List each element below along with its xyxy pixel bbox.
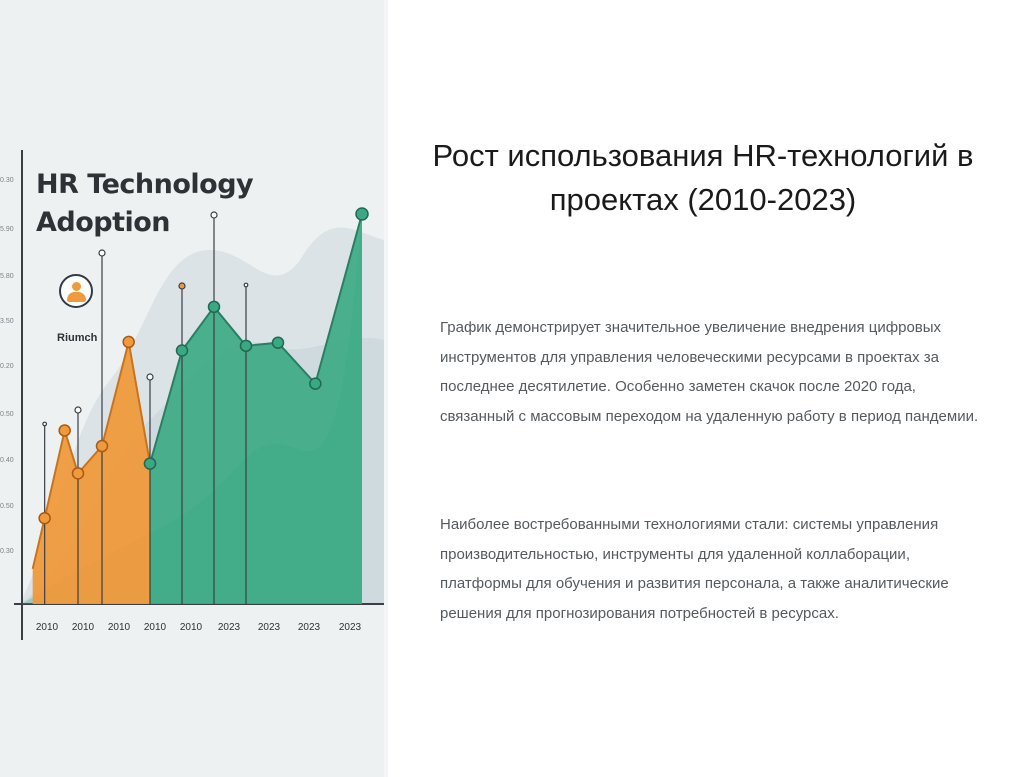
- slide-heading: Рост использования HR-технологий в проектах (2010-2023): [432, 137, 974, 217]
- data-point: [273, 337, 284, 348]
- y-tick-label: 0.50: [0, 411, 14, 418]
- drop-line-cap: [75, 407, 81, 413]
- data-point: [310, 378, 321, 389]
- y-tick-label: 5.80: [0, 273, 14, 280]
- x-tick-label: 2010: [143, 622, 167, 633]
- person-icon: [59, 274, 93, 308]
- drop-line-cap: [147, 374, 153, 380]
- x-tick-label: 2023: [297, 622, 321, 633]
- person-icon-head: [72, 282, 81, 291]
- panel-divider: [384, 0, 388, 777]
- x-tick-label: 2023: [338, 622, 362, 633]
- data-point: [97, 441, 108, 452]
- person-icon-body: [67, 292, 86, 302]
- data-point: [209, 301, 220, 312]
- area-chart: [0, 0, 384, 777]
- series-area: [33, 342, 150, 604]
- chart-figure: [0, 0, 384, 777]
- x-tick-label: 2023: [257, 622, 281, 633]
- data-point: [73, 468, 84, 479]
- x-tick-label: 2010: [35, 622, 59, 633]
- data-point: [39, 513, 50, 524]
- y-tick-label: 0.30: [0, 177, 14, 184]
- y-tick-label: 5.90: [0, 226, 14, 233]
- y-tick-label: 0.20: [0, 363, 14, 370]
- data-point: [356, 208, 368, 220]
- figure-title: HR Technology Adoption: [36, 169, 254, 238]
- y-tick-label: 0.50: [0, 503, 14, 510]
- drop-line-cap: [244, 283, 248, 287]
- slide-paragraph-2: Наиболее востребованными технологиями стали: системы управления производительностью, инструменты для удаленной коллаборации, платформы для обучения и развития персонала, а также аналитические решения для прогнозирования потребностей в ресурсах.: [440, 516, 949, 622]
- x-tick-label: 2023: [217, 622, 241, 633]
- slide-paragraph-1: График демонстрирует значительное увеличение внедрения цифровых инструментов для управления человеческими ресурсами в проектах за последнее десятилетие. Особенно заметен скачок после 2020 года, связанный с массовым переходом на удаленную работу в период пандемии.: [440, 319, 979, 425]
- y-tick-label: 0.30: [0, 548, 14, 555]
- data-point: [123, 336, 134, 347]
- drop-line-cap: [179, 283, 185, 289]
- x-tick-label: 2010: [107, 622, 131, 633]
- drop-line-cap: [43, 422, 47, 426]
- data-point: [241, 340, 252, 351]
- data-point: [145, 458, 156, 469]
- data-point: [59, 425, 70, 436]
- x-tick-label: 2010: [179, 622, 203, 633]
- y-tick-label: 0.40: [0, 457, 14, 464]
- avatar-label: Riumch: [57, 332, 98, 344]
- y-tick-label: 3.50: [0, 318, 14, 325]
- x-tick-label: 2010: [71, 622, 95, 633]
- drop-line-cap: [99, 250, 105, 256]
- data-point: [177, 345, 188, 356]
